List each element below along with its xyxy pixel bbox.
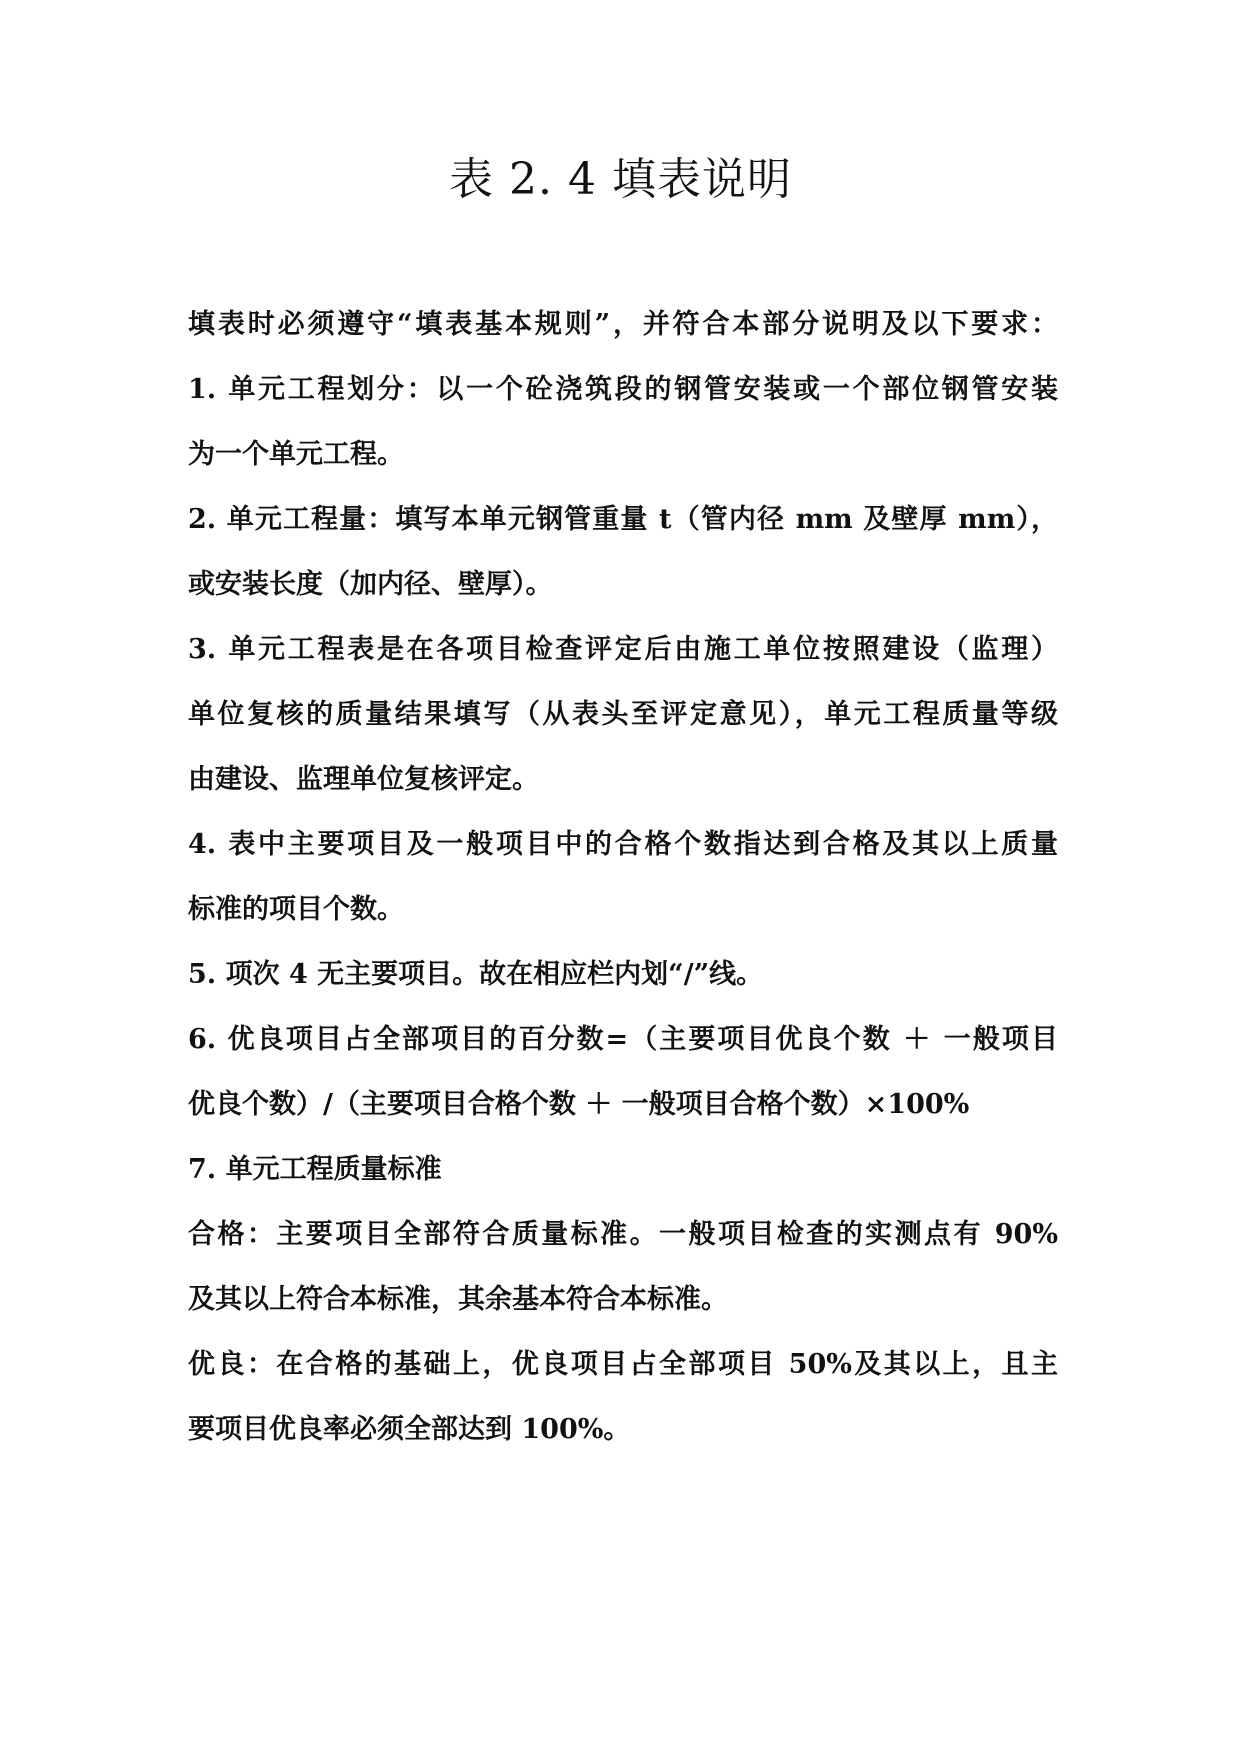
instructions-body	[188, 292, 1058, 1462]
item-2-line-2: 或安装长度（加内径、壁厚）。	[188, 569, 553, 600]
standard-pass-line-2: 及其以上符合本标准，其余基本符合本标准。	[188, 1284, 728, 1315]
item-1-line-2: 为一个单元工程。	[188, 439, 404, 470]
item-3-line-3: 由建设、监理单位复核评定。	[188, 764, 539, 795]
item-4-line-2: 标准的项目个数。	[188, 894, 404, 925]
standard-excellent-line-2: 要项目优良率必须全部达到 100%。	[188, 1414, 631, 1445]
item-1-line-1: 1. 单元工程划分：以一个砼浇筑段的钢管安装或一个部位钢管安装	[188, 374, 1058, 405]
standard-excellent-line-1: 优良：在合格的基础上，优良项目占全部项目 50%及其以上，且主	[188, 1349, 1058, 1380]
item-7-line-1: 7. 单元工程质量标准	[188, 1154, 442, 1185]
item-3-line-2: 单位复核的质量结果填写（从表头至评定意见），单元工程质量等级	[188, 699, 1058, 730]
item-3-line-1: 3. 单元工程表是在各项目检查评定后由施工单位按照建设（监理）	[188, 634, 1058, 665]
item-6-line-1: 6. 优良项目占全部项目的百分数=（主要项目优良个数 ＋ 一般项目	[188, 1024, 1058, 1055]
item-5-line-1: 5. 项次 4 无主要项目。故在相应栏内划“/”线。	[188, 959, 764, 990]
intro-line: 填表时必须遵守“填表基本规则”，并符合本部分说明及以下要求：	[188, 309, 1058, 340]
standard-pass-line-1: 合格：主要项目全部符合质量标准。一般项目检查的实测点有 90%	[188, 1219, 1058, 1250]
page-title: 表 2. 4 填表说明	[449, 154, 792, 205]
item-6-line-2: 优良个数）/（主要项目合格个数 ＋ 一般项目合格个数）×100%	[188, 1089, 970, 1120]
item-4-line-1: 4. 表中主要项目及一般项目中的合格个数指达到合格及其以上质量	[188, 829, 1058, 860]
item-2-line-1: 2. 单元工程量：填写本单元钢管重量 t（管内径 mm 及壁厚 mm），	[188, 504, 1058, 535]
